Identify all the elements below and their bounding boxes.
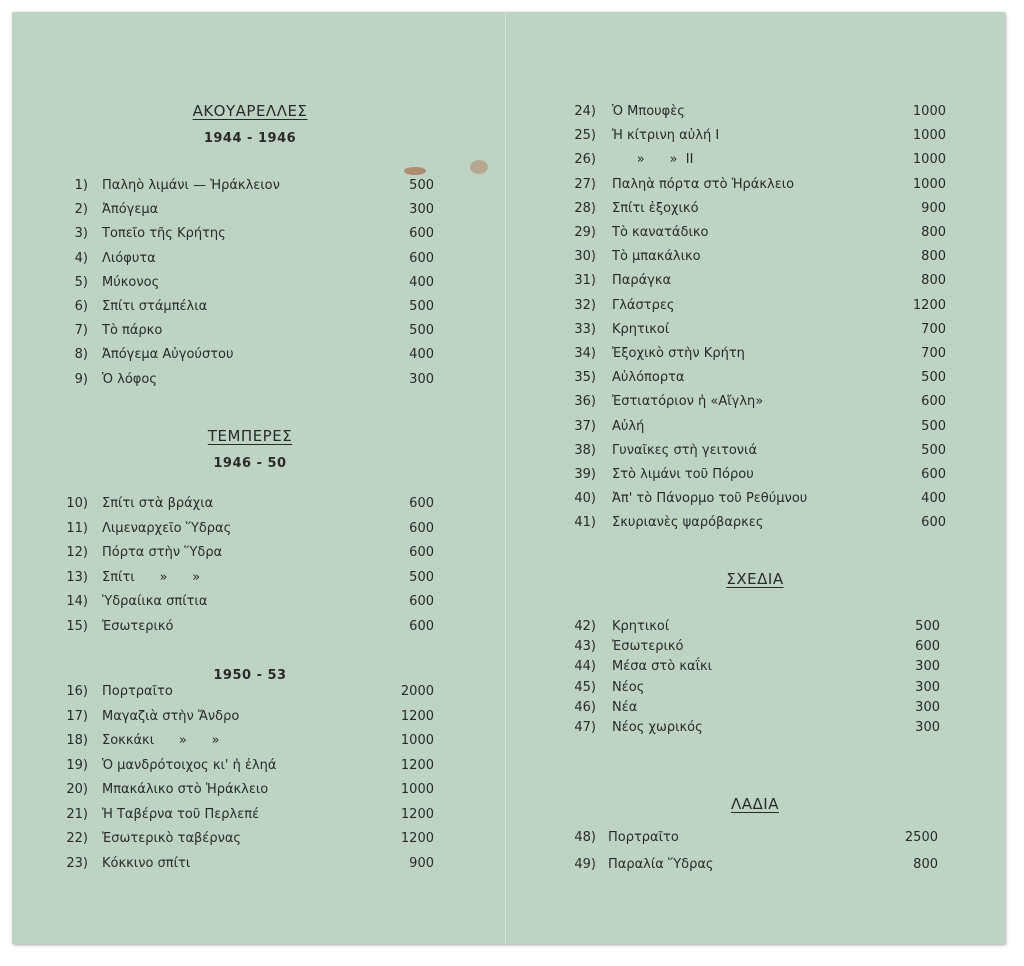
item-title: Νέος χωρικός	[612, 720, 703, 735]
item-title: Κρητικοί	[612, 321, 670, 337]
item-title: Ὁ μανδρότοιχος κι' ἡ ἐληά	[102, 757, 277, 773]
item-price: 1200	[400, 806, 434, 822]
item-number: 25)	[574, 128, 596, 144]
item-price: 500	[921, 370, 946, 386]
item-number: 39)	[574, 467, 596, 482]
item-title: Μαγαζιὰ στὴν Ἄνδρο	[102, 708, 240, 724]
catalog-sheet	[12, 12, 1005, 944]
item-number: 19)	[66, 757, 88, 773]
item-price: 400	[409, 274, 434, 290]
stain-mark	[470, 160, 488, 174]
item-title: Σοκκάκι » »	[102, 733, 220, 748]
item-price: 300	[915, 679, 940, 695]
item-number: 32)	[574, 297, 596, 313]
heading-drawings: ΣΧΕΔΙΑ	[726, 570, 784, 588]
item-number: 34)	[574, 346, 596, 361]
heading-watercolors: ΑΚΟΥΑΡΕΛΛΕΣ	[192, 102, 308, 120]
item-number: 46)	[574, 699, 596, 715]
item-price: 1200	[912, 297, 946, 313]
item-title: Ὁ λόφος	[102, 371, 157, 387]
item-number: 42)	[574, 619, 596, 634]
item-price: 300	[915, 720, 940, 735]
item-number: 9)	[74, 371, 88, 387]
heading-oils: ΛΑΔΙΑ	[731, 795, 779, 813]
item-number: 7)	[74, 323, 88, 339]
item-number: 16)	[66, 684, 88, 699]
item-price: 600	[409, 250, 434, 266]
item-number: 45)	[574, 679, 596, 695]
item-number: 49)	[574, 857, 596, 872]
item-title: Μπακάλικο στὸ Ἡράκλειο	[102, 782, 269, 797]
item-number: 12)	[66, 545, 88, 561]
item-title: Ὑδραίικα σπίτια	[102, 594, 208, 610]
item-number: 2)	[74, 202, 88, 218]
item-price: 800	[921, 273, 946, 289]
item-number: 8)	[74, 347, 88, 363]
item-title: Σκυριανὲς ψαρόβαρκες	[612, 515, 764, 531]
item-price: 800	[921, 249, 946, 265]
item-title: Νέος	[612, 679, 645, 695]
item-title: Νέα	[612, 699, 638, 715]
item-price: 800	[921, 225, 946, 240]
item-title: Σπίτι στὰ βράχια	[102, 496, 214, 511]
item-price: 300	[915, 659, 940, 675]
item-title: Πόρτα στὴν Ὕδρα	[102, 545, 223, 561]
item-price: 600	[409, 545, 434, 561]
item-number: 44)	[574, 659, 596, 675]
item-title: Ἀπ' τὸ Πάνορμο τοῦ Ρεθύμνου	[612, 491, 808, 507]
item-title: Πορτραῖτο	[102, 684, 173, 699]
item-title: Γλάστρες	[612, 297, 675, 313]
item-title: Κρητικοί	[612, 619, 670, 634]
item-price: 500	[921, 418, 946, 434]
item-price: 500	[409, 178, 434, 193]
item-title: Ἀπόγεμα Αὐγούστου	[102, 347, 234, 363]
item-price: 500	[409, 299, 434, 314]
item-price: 500	[409, 569, 434, 585]
item-title: Ἐστιατόριον ἡ «Αἴγλη»	[612, 394, 764, 410]
item-price: 1000	[912, 152, 946, 168]
item-price: 1200	[400, 708, 434, 724]
item-number: 23)	[66, 855, 88, 871]
item-title: Ἀπόγεμα	[102, 202, 159, 218]
stain-mark	[404, 167, 426, 175]
item-title: Παληὰ πόρτα στὸ Ἡράκλειο	[612, 176, 795, 192]
item-number: 6)	[74, 299, 88, 314]
item-number: 30)	[574, 249, 596, 265]
item-number: 37)	[574, 418, 596, 434]
item-price: 300	[409, 371, 434, 387]
item-title: Τὸ μπακάλικο	[612, 249, 701, 265]
item-number: 28)	[574, 200, 596, 216]
item-price: 2000	[400, 684, 434, 699]
item-price: 900	[409, 855, 434, 871]
item-price: 1200	[400, 831, 434, 846]
item-title: Ἡ Ταβέρνα τοῦ Περλεπέ	[102, 806, 260, 822]
item-number: 14)	[66, 594, 88, 610]
item-number: 48)	[574, 830, 596, 845]
item-number: 13)	[66, 569, 88, 585]
item-price: 1200	[400, 757, 434, 773]
item-price: 800	[913, 857, 938, 872]
item-title: Σπίτι ἐξοχικό	[612, 200, 699, 216]
item-price: 1000	[912, 176, 946, 192]
item-title: Λιμεναρχεῖο Ὕδρας	[102, 520, 232, 536]
item-number: 11)	[66, 520, 88, 536]
item-price: 400	[409, 347, 434, 363]
item-number: 26)	[574, 152, 596, 168]
item-price: 600	[409, 226, 434, 242]
item-title: Κόκκινο σπίτι	[102, 855, 191, 871]
item-title: Σπίτι » »	[102, 569, 201, 585]
item-number: 33)	[574, 321, 596, 337]
item-price: 1000	[912, 128, 946, 144]
item-title: Στὸ λιμάνι τοῦ Πόρου	[612, 467, 754, 482]
subheading-1950-53: 1950 - 53	[213, 668, 287, 683]
item-title: Ὁ Μπουφὲς	[612, 104, 685, 119]
item-price: 600	[409, 594, 434, 610]
item-title: Μέσα στὸ καΐκι	[612, 659, 713, 675]
item-number: 5)	[74, 274, 88, 290]
item-number: 36)	[574, 394, 596, 410]
item-title: Παληὸ λιμάνι — Ἡράκλειον	[102, 178, 280, 193]
item-price: 600	[409, 520, 434, 536]
item-price: 500	[409, 323, 434, 339]
item-price: 1000	[912, 104, 946, 119]
item-number: 21)	[66, 806, 88, 822]
item-title: Τὸ πάρκο	[102, 323, 163, 339]
item-price: 400	[921, 491, 946, 507]
item-number: 17)	[66, 708, 88, 724]
item-number: 15)	[66, 619, 88, 634]
item-number: 18)	[66, 733, 88, 748]
item-number: 24)	[574, 104, 596, 119]
item-title: » » II	[612, 152, 694, 168]
item-title: Πορτραῖτο	[608, 830, 679, 845]
item-price: 600	[921, 515, 946, 531]
item-price: 900	[921, 200, 946, 216]
item-title: Ἐσωτερικό	[102, 619, 174, 634]
subheading-1946-50: 1946 - 50	[213, 456, 287, 471]
item-number: 40)	[574, 491, 596, 507]
item-price: 600	[409, 496, 434, 511]
item-number: 27)	[574, 176, 596, 192]
item-number: 41)	[574, 515, 596, 531]
item-number: 10)	[66, 496, 88, 511]
item-price: 500	[915, 619, 940, 634]
item-number: 47)	[574, 720, 596, 735]
item-price: 500	[921, 442, 946, 458]
page-fold	[504, 12, 507, 944]
item-title: Ἡ κίτρινη αὐλή I	[612, 128, 720, 144]
item-price: 600	[409, 619, 434, 634]
item-number: 35)	[574, 370, 596, 386]
item-title: Παραλία Ὕδρας	[608, 857, 714, 872]
item-number: 20)	[66, 782, 88, 797]
item-price: 1000	[400, 782, 434, 797]
item-title: Ἐξοχικὸ στὴν Κρήτη	[612, 346, 745, 361]
item-title: Μύκονος	[102, 274, 160, 290]
item-number: 3)	[74, 226, 88, 242]
item-number: 38)	[574, 442, 596, 458]
item-number: 1)	[74, 178, 88, 193]
item-price: 2500	[904, 830, 938, 845]
item-price: 1000	[400, 733, 434, 748]
item-title: Παράγκα	[612, 273, 672, 289]
item-title: Αὐλόπορτα	[612, 370, 685, 386]
item-title: Ἐσωτερικό	[612, 639, 684, 655]
item-price: 600	[921, 394, 946, 410]
item-number: 4)	[74, 250, 88, 266]
item-title: Λιόφυτα	[102, 250, 156, 266]
item-title: Αὐλή	[612, 418, 645, 434]
item-number: 31)	[574, 273, 596, 289]
item-number: 43)	[574, 639, 596, 655]
item-title: Τοπεῖο τῆς Κρήτης	[102, 226, 226, 242]
item-price: 300	[915, 699, 940, 715]
item-price: 600	[915, 639, 940, 655]
item-title: Τὸ κανατάδικο	[612, 225, 709, 240]
item-price: 600	[921, 467, 946, 482]
item-title: Σπίτι στάμπέλια	[102, 299, 208, 314]
item-number: 22)	[66, 831, 88, 846]
subheading-1944-1946: 1944 - 1946	[203, 131, 297, 146]
heading-temperas: ΤΕΜΠΕΡΕΣ	[207, 427, 293, 445]
item-price: 700	[921, 346, 946, 361]
item-price: 300	[409, 202, 434, 218]
item-title: Γυναῖκες στὴ γειτονιά	[612, 442, 758, 458]
item-title: Ἐσωτερικὸ ταβέρνας	[102, 831, 242, 846]
item-price: 700	[921, 321, 946, 337]
item-number: 29)	[574, 225, 596, 240]
